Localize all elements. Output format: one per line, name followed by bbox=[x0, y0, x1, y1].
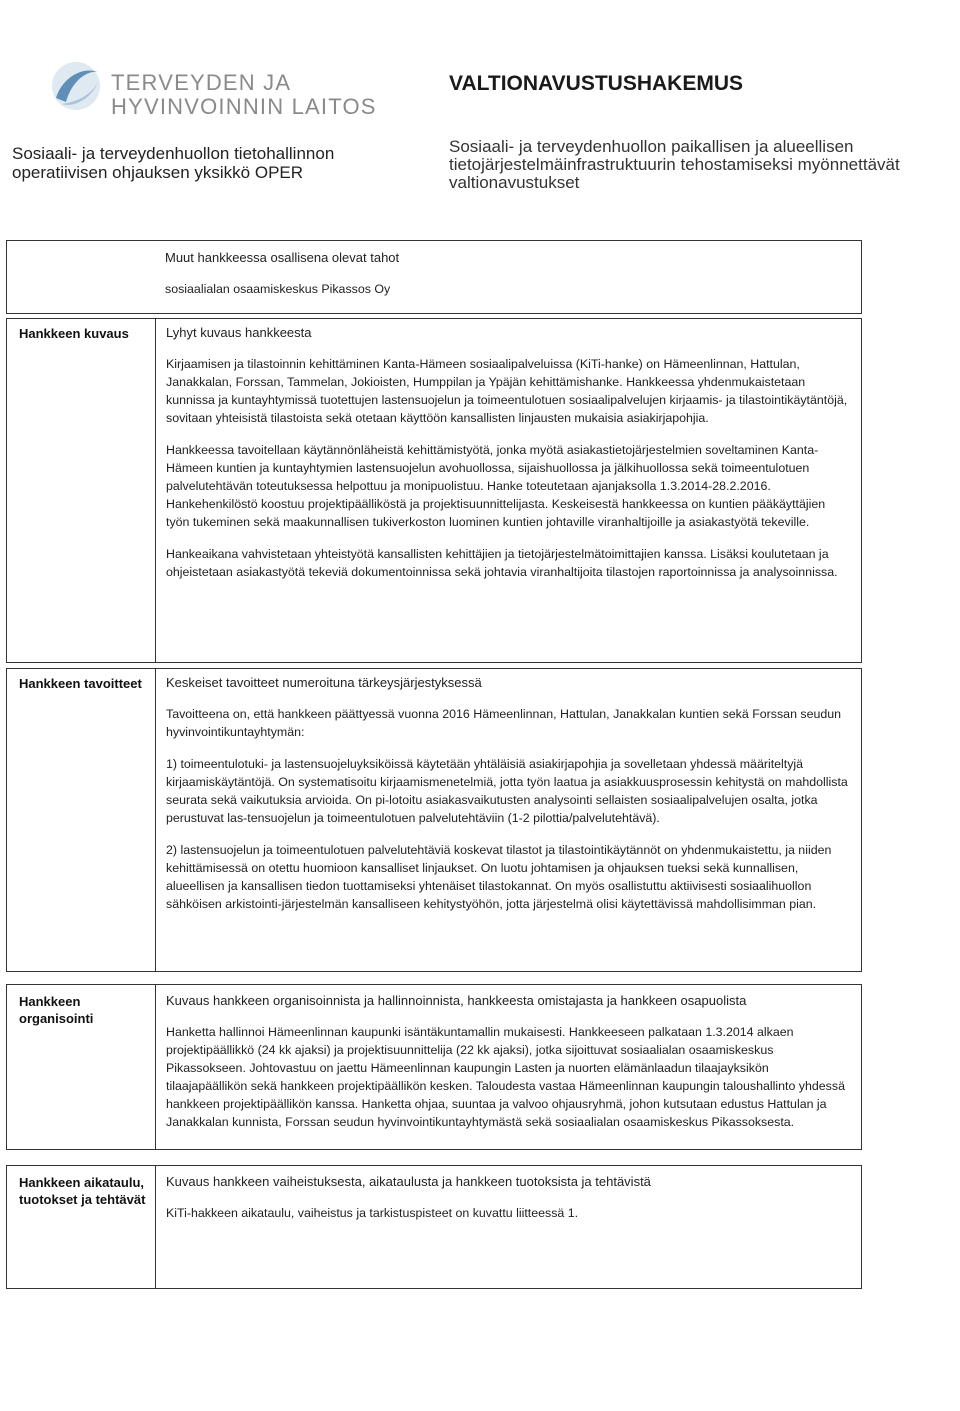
section-schedule bbox=[6, 1165, 862, 1289]
section-goals bbox=[6, 668, 862, 972]
section-label: Hankkeen aikataulu, tuotokset ja tehtävät bbox=[19, 1175, 146, 1207]
document-subtitle: Sosiaali- ja terveydenhuollon paikallisen ja alueellisen tietojärjestelmäinfrastruktuurin tehostamiseksi myönnettävät valtionavustukset bbox=[449, 137, 900, 192]
section-paragraph: 1) toimeentulotuki- ja lastensuojeluyksiköissä käytetään yhtäläisiä asiakirjapohjia ja sovelletaan yhdessä määriteltyjä kirjaamiskäytäntöjä. On systematisoitu kirjaamismenetelmiä, jotta työn laatua ja asiakkuusprosessin kehitystä on mahdollista seurata sekä vaikutuksia arvioida. On pi-lotoitu asiakasvaikutusten analysointi sellaisten sosiaalipalvelujen osalta, jotka perustuvat las-tensuojelun ja toimeentulotuen palvelutehtäviin (1-2 pilottia/palvelutehtävä). bbox=[166, 756, 848, 825]
section-heading: Kuvaus hankkeen vaiheistuksesta, aikataulusta ja hankkeen tuotoksista ja tehtävistä bbox=[166, 1173, 651, 1189]
section-paragraph: Kirjaamisen ja tilastoinnin kehittäminen Kanta-Hämeen sosiaalipalveluissa (KiTi-hanke) on Hämeenlinnan, Hattulan, Janakkalan, Forssan, Tammelan, Jokioisten, Humppilan ja Ypäjän kehittämishanke. Hankkeessa yhdenmukaistetaan kunnissa ja kuntayhtymissä tuotettujen lastensuojelun ja toimeentulotuen sosiaalipalvelujen kirjaamis- ja tilastointikäytäntöjä, sovitaan yhteisistä tilastoista sekä otetaan käyttöön kansallisten linjausten mukaisia asiakirjapohjia. bbox=[166, 356, 848, 425]
section-description bbox=[6, 318, 862, 663]
section-heading: Muut hankkeessa osallisena olevat tahot bbox=[165, 250, 400, 265]
section-label: Hankkeen kuvaus bbox=[19, 326, 129, 341]
section-heading: Kuvaus hankkeen organisoinnista ja hallinnoinnista, hankkeesta omistajasta ja hankkeen osapuolista bbox=[166, 992, 747, 1008]
thl-logo bbox=[48, 50, 377, 120]
section-heading: Keskeiset tavoitteet numeroituna tärkeysjärjestyksessä bbox=[166, 674, 482, 690]
section-content-cell bbox=[155, 984, 864, 1150]
logo-text-line2: HYVINVOINNIN LAITOS bbox=[111, 94, 377, 119]
section-content-cell bbox=[155, 1165, 864, 1289]
section-paragraph: Hankeaikana vahvistetaan yhteistyötä kansallisten kehittäjien ja tietojärjestelmätoimittajien kanssa. Lisäksi koulutetaan ja ohjeistetaan asiakastyötä tekeviä dokumentoinnissa sekä johtavia viranhaltijoita tilastojen raportoinnissa ja analysoinnissa. bbox=[166, 546, 838, 579]
section-heading: Lyhyt kuvaus hankkeesta bbox=[166, 324, 312, 340]
section-paragraph: KiTi-hakkeen aikataulu, vaiheistus ja tarkistuspisteet on kuvattu liitteessä 1. bbox=[166, 1205, 579, 1220]
document-title: VALTIONAVUSTUSHAKEMUS bbox=[449, 72, 743, 95]
section-label: Hankkeen tavoitteet bbox=[19, 676, 142, 691]
section-participants bbox=[6, 240, 862, 314]
section-paragraph: Tavoitteena on, että hankkeen päättyessä vuonna 2016 Hämeenlinnan, Hattulan, Janakkalan kuntien sekä Forssan seudun hyvinvointikuntayhtymän: bbox=[166, 706, 842, 739]
section-organisation bbox=[6, 984, 862, 1150]
section-content-cell bbox=[155, 318, 864, 663]
thl-logo-icon bbox=[48, 58, 104, 114]
section-content-cell bbox=[155, 668, 864, 972]
unit-name: Sosiaali- ja terveydenhuollon tietohallinnon operatiivisen ohjauksen yksikkö OPER bbox=[12, 144, 335, 182]
logo-text-line1: TERVEYDEN JA bbox=[111, 70, 292, 95]
section-text: sosiaalialan osaamiskeskus Pikassos Oy bbox=[165, 282, 391, 296]
section-paragraph: Hankkeessa tavoitellaan käytännönläheistä kehittämistyötä, jonka myötä asiakastietojärjestelmien soveltaminen Kanta-Hämeen kuntien ja kuntayhtymien lastensuojelun avohuollossa, sijaishuollossa ja jälkihuollossa sekä toimeentulotuen palvelutehtävän toteutuksessa helpottuu ja monipuolistuu. Hanke toteutetaan ajanjaksolla 1.3.2014-28.2.2016. Hankehenkilöstö koostuu projektipäälliköstä ja projektisuunnittelijasta. Keskeisestä hankkeessa on kuntien pääkäyttäjien työn tukeminen sekä maakunnallisen tukiverkoston luominen kuntien johtaville viranhaltijoille ja asiakastyötä tekeville. bbox=[166, 442, 826, 529]
section-label: Hankkeen organisointi bbox=[19, 994, 94, 1026]
section-paragraph: 2) lastensuojelun ja toimeentulotuen palvelutehtäviä koskevat tilastot ja tilastointikäytännöt on yhdenmukaistettu, ja niiden kehittämisessä on otettu huomioon kansalliset linjaukset. On luotu johtamisen ja ohjauksen tueksi sekä kunnallisen, alueellisen ja kansallisen tiedon tuottamiseksi yhtenäiset tilastokannat. On myös osallistuttu aktiivisesti sosiaalihuollon sähköisen arkistointi-järjestelmän kansalliseen kehitystyöhön, jotta järjestelmä olisi käytettävissä mahdollisimman pian. bbox=[166, 842, 832, 911]
section-paragraph: Hanketta hallinnoi Hämeenlinnan kaupunki isäntäkuntamallin mukaisesti. Hankkeeseen palkataan 1.3.2014 alkaen projektipäällikkö (24 kk ajaksi) ja projektisuunnittelija (22 kk ajaksi), jotka sijoittuvat sosiaalialan osaamiskeskus Pikassokseen. Johtovastuu on jaettu Hämeenlinnan kaupungin Lasten ja nuorten elämänlaadun tilaajayksikön tilaajapäällikön sekä hankkeen projektipäällikön kesken. Taloudesta vastaa Hämeenlinnan kaupungin taloushallinto yhdessä hankkeen projektipäällikön kanssa. Hanketta ohjaa, suuntaa ja valvoo ohjausryhmä, johon kutsutaan edustus Hattulan ja Janakkalan kunnista, Forssan seudun hyvinvointikuntayhtymästä sekä sosiaalialan osaamiskeskus Pikassoksesta. bbox=[166, 1024, 845, 1129]
